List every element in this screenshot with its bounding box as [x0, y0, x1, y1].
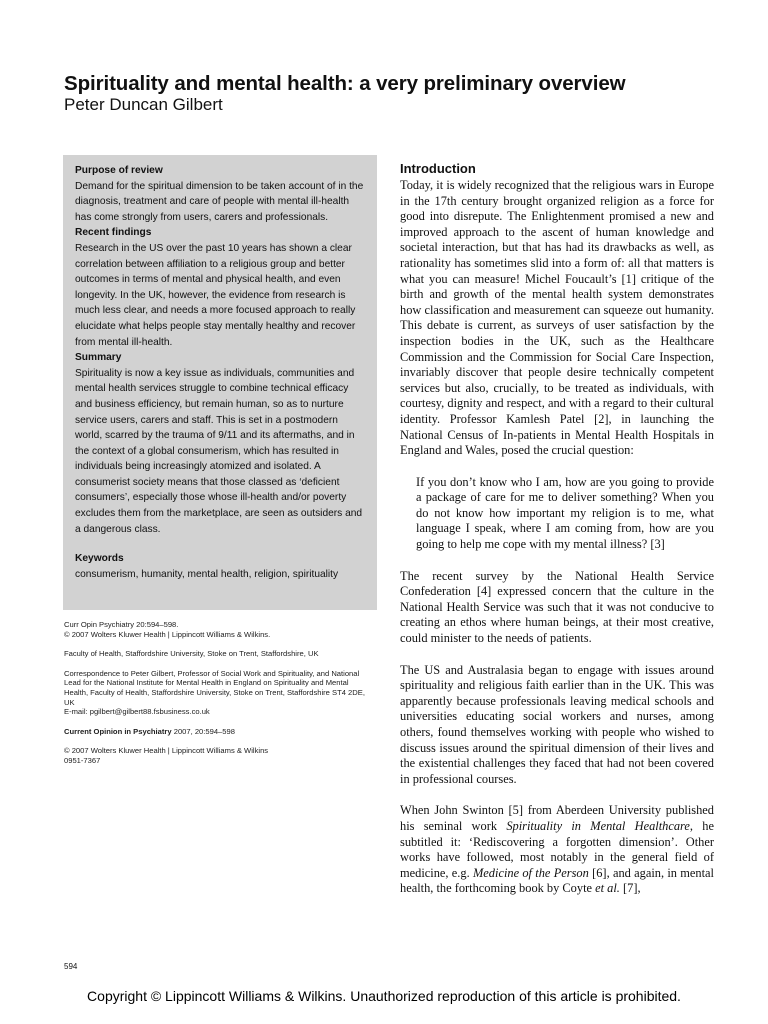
article-metadata	[64, 620, 374, 776]
journal-line	[64, 727, 374, 737]
purpose-text: Demand for the spiritual dimension to be taken account of in the diagnosis, treatment and care of people with mental ill-health has come strongly from users, carers and professionals.	[75, 180, 364, 223]
footer-copyright: © 2007 Wolters Kluwer Health | Lippincott Williams & Wilkins	[64, 746, 269, 756]
abstract-box	[63, 155, 377, 610]
article-title: Spirituality and mental health: a very preliminary overview	[64, 72, 626, 95]
issn: 0951-7367	[64, 755, 101, 765]
citation: Curr Opin Psychiatry 20:594–598.	[64, 620, 179, 629]
journal-name: Current Opinion in Psychiatry	[64, 726, 172, 736]
affiliation: Faculty of Health, Staffordshire University, Stoke on Trent, Staffordshire, UK	[64, 649, 319, 659]
para4-text-a: When John Swinton [5] from Aberdeen University published his seminal work	[400, 803, 714, 833]
correspondence-block	[64, 669, 374, 717]
email: E-mail: pgilbert@gilbert88.fsbusiness.co.uk	[64, 707, 210, 717]
publisher-block	[64, 746, 374, 765]
para4-text-d: [7],	[619, 881, 641, 896]
journal-issue: 2007, 20:594–598	[171, 726, 235, 736]
summary-heading: Summary	[75, 352, 122, 364]
keywords-heading: Keywords	[75, 553, 124, 565]
findings-text: Research in the US over the past 10 years has shown a clear correlation between affiliation to a religious group and better outcomes in terms of mental and physical health, and even longevity. In the UK, however, the evidence from research is much less clear, and needs a more focused approach to really elucidate what helps people stay mentally healthy and recover from mental ill-health.	[75, 242, 356, 348]
keywords-text: consumerism, humanity, mental health, religion, spirituality	[75, 568, 339, 580]
body-paragraph-4	[400, 803, 714, 897]
body-column	[400, 160, 714, 913]
section-heading-introduction: Introduction	[400, 161, 476, 176]
et-al: et al.	[595, 881, 620, 896]
copyright-notice: Copyright © Lippincott Williams & Wilkins. Unauthorized reproduction of this article is prohibited.	[87, 988, 681, 1004]
citation-copyright: © 2007 Wolters Kluwer Health | Lippincott Williams & Wilkins.	[64, 629, 271, 639]
book-title-spirituality: Spirituality in Mental Healthcare	[506, 818, 690, 833]
article-author: Peter Duncan Gilbert	[64, 95, 223, 114]
page-number: 594	[64, 962, 78, 971]
summary-text: Spirituality is now a key issue as individuals, communities and mental health services struggle to combine technical efficacy and business efficiency, but remain human, so as to nurture service users, carers and staff. This is set in a postmodern world, scarred by the trauma of 9/11 and its aftermaths, and in the context of a global consumerism, which has resulted in individuals being increasingly atomized and isolated. A consumerist society means that those classed as ‘deficient consumers’, especially those whose ill-health and/or poverty excludes them from the marketplace, are seen as outsiders and a dangerous class.	[75, 367, 363, 535]
citation-block	[64, 620, 374, 639]
correspondence: Correspondence to Peter Gilbert, Professor of Social Work and Spirituality, and National Lead for the National Institute for Mental Health in England on Spirituality and Mental Health, Faculty of Health, Staffordshire University, Stoke on Trent, Staffordshire ST4 2DE, UK	[64, 668, 365, 707]
body-paragraph-2: The recent survey by the National Health Service Confederation [4] expressed concern that the culture in the National Health Service was such that it was not conducive to creating an ethos where human beings, at their most creative, could minister to the needs of patients.	[400, 568, 714, 646]
block-quote: If you don’t know who I am, how are you going to provide a package of care for me to deliver something? When you do not know how important my religion is to me, what language I speak, where I am coming from, how are you going to help me cope with my mental illness? [3]	[416, 474, 714, 552]
book-title-medicine: Medicine of the Person	[472, 865, 589, 880]
body-paragraph-1: Today, it is widely recognized that the religious wars in Europe in the 17th century brought organized religion as a force for good into disrepute. The Enlightenment promised a new and improved approach to the ascent of human knowledge and societal interaction, but that has had its drawbacks as well, as rationality has sometimes slid into a form of: all that matters is what you can measure! Michel Foucault’s [1] critique of the birth and growth of the mental health system demonstrates how classification and measurement can squeeze out humanity. This debate is current, as surveys of user satisfaction by the inspection bodies in the UK, such as the Healthcare Commission and the Commission for Social Care Inspection, invariably discover that people desire technically competent services but also, crucially, to be treated as individuals, with courtesy, dignity and respect, and with a regard to their cultural identity. Professor Kamlesh Patel [2], in launching the National Census of In-patients in Mental Health Hospitals in England and Wales, posed the crucial question:	[400, 178, 714, 458]
para4-text-c: [6], and again, in mental health, the forthcoming book by Coyte	[400, 865, 714, 896]
findings-heading: Recent findings	[75, 227, 152, 239]
body-paragraph-3: The US and Australasia began to engage with issues around spirituality and religious faith earlier than in the UK. This was apparently because professionals leaving medical schools and universities educating social workers and nurses, among others, found themselves working with people who wished to discuss issues around the spiritual dimension of their lives and the existential challenges they faced that had not been covered in professional courses.	[400, 662, 714, 786]
purpose-heading: Purpose of review	[75, 165, 163, 176]
para4-text-b: , he subtitled it: ‘Rediscovering a forgotten dimension’. Other works have followed, most notably in the general field of medicine, e.g.	[400, 818, 714, 880]
